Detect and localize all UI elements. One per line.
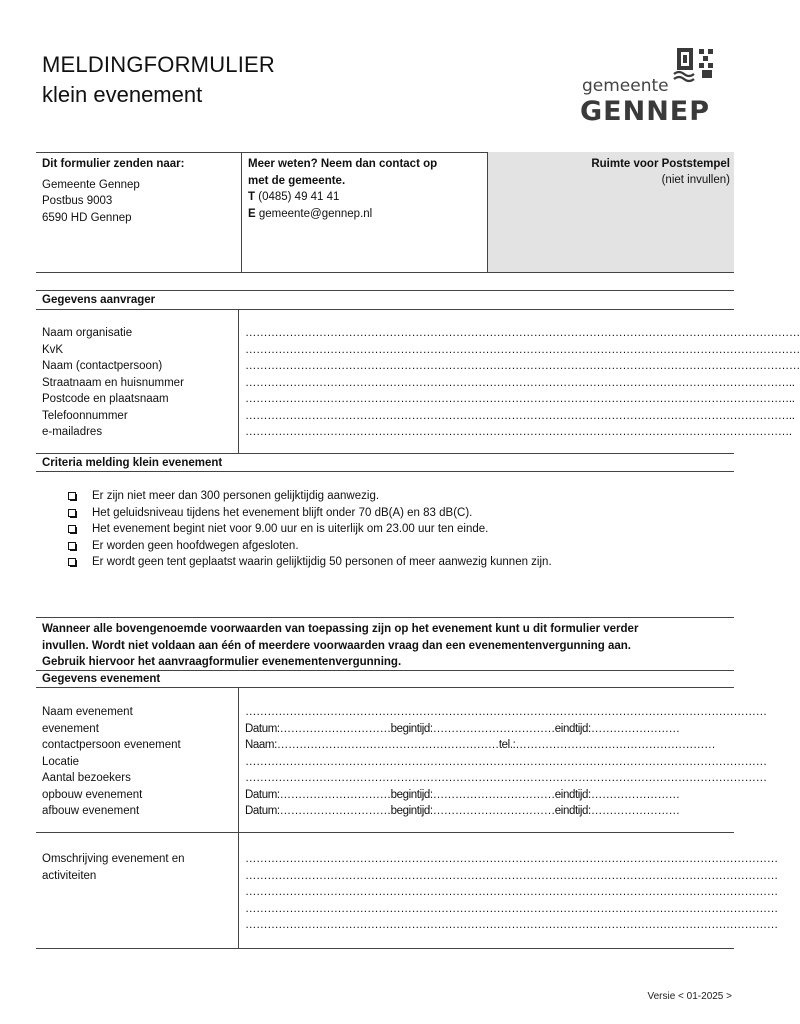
field-label: contactpersoon evenement <box>42 739 181 751</box>
coat-of-arms-icon <box>672 46 732 86</box>
fill-line[interactable]: ………………………………………………………………………………………………………………………………….. <box>245 409 795 422</box>
criteria-list <box>68 488 552 571</box>
fill-line[interactable]: ……………………………………………………………………………………………………………………………… <box>245 869 778 882</box>
divider <box>36 471 734 472</box>
description-label: Omschrijving evenement en activiteiten <box>42 853 185 882</box>
postmark-heading: Ruimte voor Poststempel <box>591 158 730 170</box>
fill-line[interactable]: ……………………………………………………………………………………………………………………………… <box>245 853 778 865</box>
field-label: Naam (contactpersoon) <box>42 360 163 372</box>
postmark-note: (niet invullen) <box>661 174 730 186</box>
contact-email: E gemeente@gennep.nl <box>248 207 373 220</box>
send-to-line: Postbus 9003 <box>42 195 113 207</box>
field-label: Postcode en plaatsnaam <box>42 393 169 405</box>
divider <box>36 687 734 688</box>
checkbox-icon[interactable] <box>68 542 76 550</box>
divider <box>36 832 734 833</box>
description-fill-lines <box>245 851 778 934</box>
send-to-line: 6590 HD Gennep <box>42 211 132 224</box>
criteria-item: Er zijn niet meer dan 300 personen gelijktijdig aanwezig. <box>68 488 552 505</box>
divider <box>36 272 734 273</box>
logo-text-gemeente: gemeente <box>582 76 669 96</box>
fill-line[interactable]: …………………………………………………………………………………………………………………………… <box>245 755 767 768</box>
section-heading-applicant: Gegevens aanvrager <box>42 294 156 306</box>
event-fill-lines <box>245 704 767 820</box>
logo-text-gennep: GENNEP <box>580 96 711 127</box>
contact-heading: Meer weten? Neem dan contact op <box>248 158 438 170</box>
fill-line[interactable]: ………………………………………………………………………………………………………………………………….. <box>245 393 795 405</box>
page-title: MELDINGFORMULIER <box>42 52 275 77</box>
fill-line[interactable]: Datum:…………………………begintijd:……………………………eindtijd:…………………… <box>245 722 680 735</box>
section-heading-criteria: Criteria melding klein evenement <box>42 457 223 469</box>
fill-line[interactable]: ……………………………………………………………………………………………………………………………… <box>245 919 778 931</box>
send-to-heading: Dit formulier zenden naar: <box>42 158 185 170</box>
section-heading-event: Gegevens evenement <box>42 673 161 685</box>
fill-line[interactable]: ………………………………………………………………………………………………………………………………….. <box>245 376 795 389</box>
field-label: Locatie <box>42 755 80 768</box>
divider <box>36 309 734 310</box>
fill-line[interactable]: …………………………………………………………………………………………………………………………………… <box>245 327 800 339</box>
divider <box>241 152 242 273</box>
field-label: Naam evenement <box>42 706 133 718</box>
criteria-item: Het evenement begint niet voor 9.00 uur en is uiterlijk om 23.00 uur ten einde. <box>68 521 552 538</box>
postmark-label <box>591 156 730 188</box>
field-label: evenement <box>42 722 99 735</box>
divider <box>36 453 734 454</box>
criteria-item: Er worden geen hoofdwegen afgesloten. <box>68 538 552 555</box>
checkbox-icon[interactable] <box>68 509 76 517</box>
event-labels <box>42 704 181 820</box>
field-label: KvK <box>42 343 64 356</box>
page-subtitle: klein evenement <box>42 82 203 107</box>
field-label: Aantal bezoekers <box>42 772 131 784</box>
divider <box>238 309 239 453</box>
field-label: Straatnaam en huisnummer <box>42 376 184 389</box>
divider <box>36 290 734 291</box>
contact-heading: met de gemeente. <box>248 174 346 187</box>
divider <box>238 687 239 949</box>
fill-line[interactable]: …………………………………………………………………………………………………………………………………. <box>245 426 792 438</box>
fill-line[interactable]: …………………………………………………………………………………………………………………………… <box>245 706 767 718</box>
send-to-line: Gemeente Gennep <box>42 178 140 191</box>
fill-line[interactable]: ……………………………………………………………………………………………………………………………… <box>245 886 778 898</box>
checkbox-icon[interactable] <box>68 492 76 500</box>
field-label: Telefoonnummer <box>42 409 128 422</box>
fill-line[interactable]: Naam:……………………………………………………tel.:……………………………………………… <box>245 739 716 751</box>
fill-line[interactable]: …………………………………………………………………………………………………………………………… <box>245 772 767 784</box>
contact-block <box>248 156 437 222</box>
checkbox-icon[interactable] <box>68 525 76 533</box>
fill-line[interactable]: …………………………………………………………………………………………………………………………………… <box>245 360 800 372</box>
criteria-item: Het geluidsniveau tijdens het evenement blijft onder 70 dB(A) en 83 dB(C). <box>68 505 552 522</box>
contact-phone: T (0485) 49 41 41 <box>248 191 340 203</box>
criteria-item: Er wordt geen tent geplaatst waarin gelijktijdig 50 personen of meer aanwezig kunnen zijn. <box>68 554 552 571</box>
send-to-block <box>42 156 185 226</box>
field-label: afbouw evenement <box>42 805 140 817</box>
criteria-notice: Wanneer alle bovengenoemde voorwaarden van toepassing zijn op het evenement kunt u dit formulier verder invullen. Wordt niet voldaan aan één of meerdere voorwaarden vraag dan een evenementenvergunning aan. Gebruik hiervoor het aanvraagformulier evenementenvergunning. <box>42 623 639 668</box>
divider <box>487 152 488 273</box>
fill-line[interactable]: …………………………………………………………………………………………………………………………………… <box>245 343 800 356</box>
field-label: opbouw evenement <box>42 788 143 801</box>
field-label: e-mailadres <box>42 426 103 438</box>
fill-line[interactable]: Datum:…………………………begintijd:……………………………eindtijd:…………………… <box>245 805 680 817</box>
field-label: Naam organisatie <box>42 327 133 339</box>
divider <box>36 948 734 949</box>
fill-line[interactable]: Datum:…………………………begintijd:……………………………eindtijd:…………………… <box>245 788 680 801</box>
checkbox-icon[interactable] <box>68 558 76 566</box>
version-label: Versie < 01-2025 > <box>647 991 732 1002</box>
divider <box>36 617 734 618</box>
applicant-fill-lines <box>245 325 800 441</box>
applicant-labels <box>42 325 184 441</box>
fill-line[interactable]: ……………………………………………………………………………………………………………………………… <box>245 902 778 915</box>
gemeente-gennep-logo <box>580 46 730 128</box>
